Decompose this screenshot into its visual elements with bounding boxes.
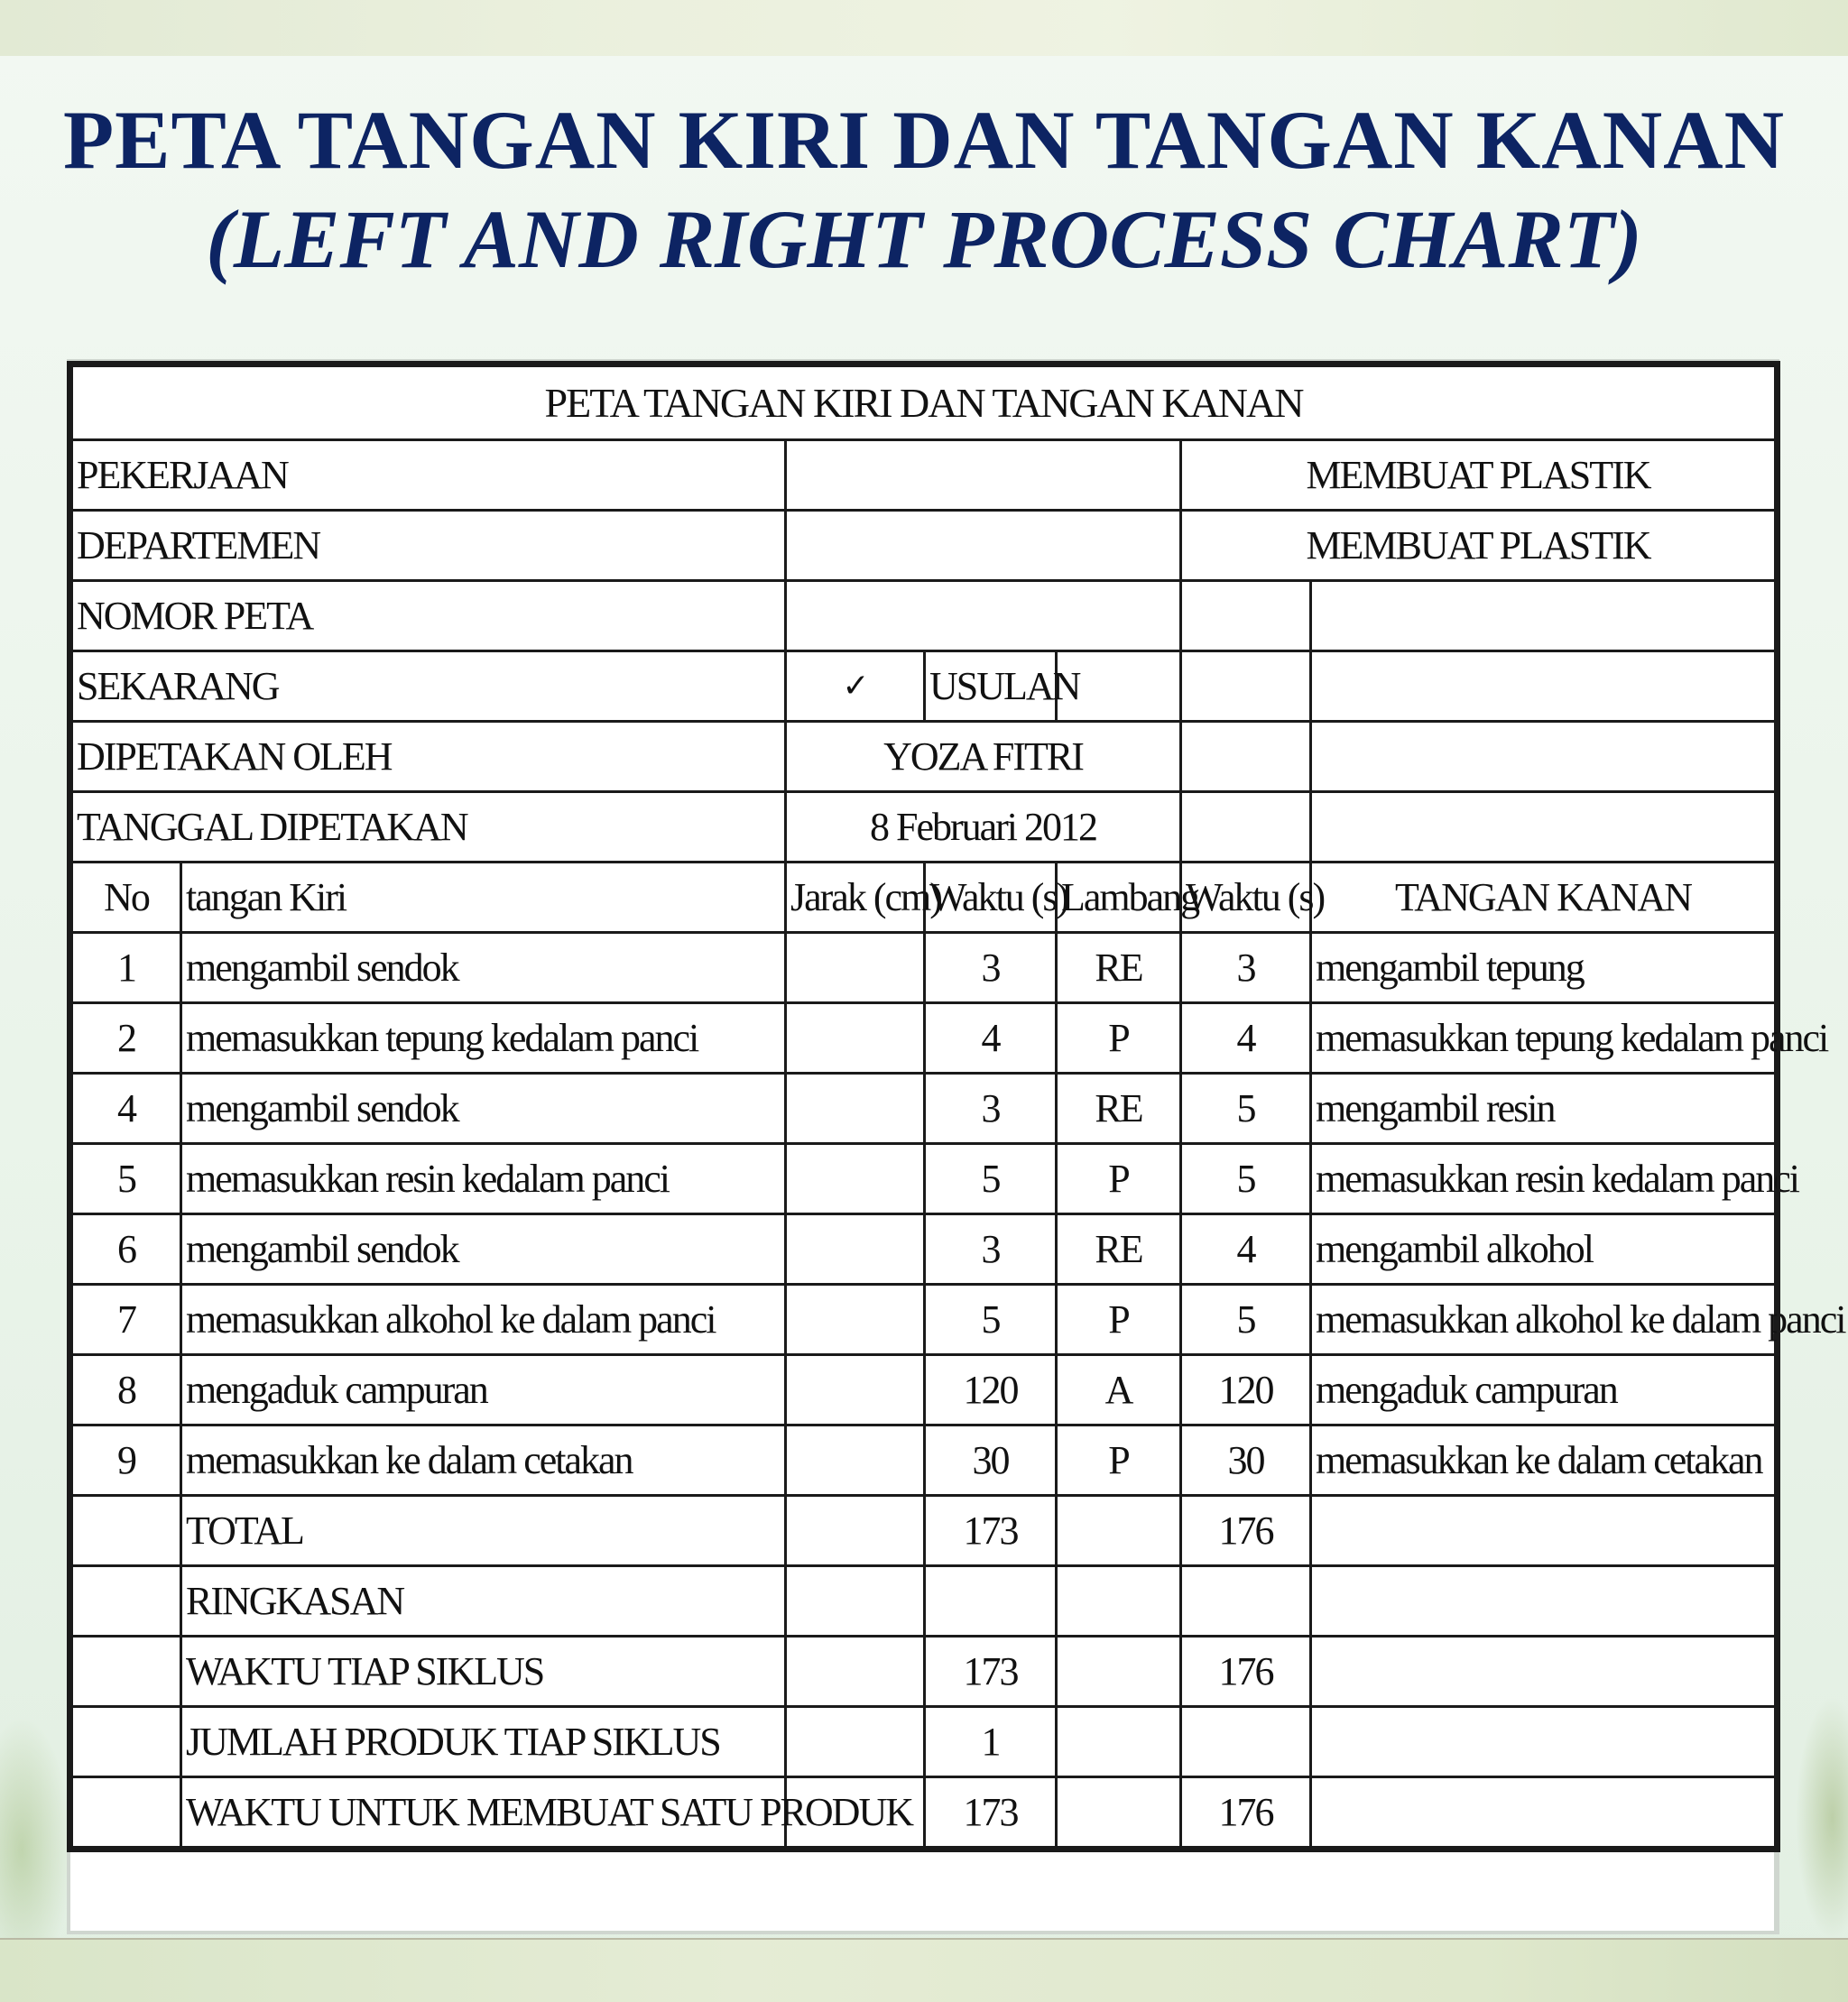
top-decoration: [0, 0, 1848, 56]
summary-waktu-right: [1181, 1566, 1311, 1637]
row-no: 1: [72, 933, 181, 1003]
info-row-nomor: [72, 581, 1776, 651]
summary-waktu-left: 173: [925, 1777, 1057, 1848]
column-header-right-hand: TANGAN KANAN: [1311, 863, 1776, 933]
nomor-blank-2: [1181, 581, 1311, 651]
summary-right-blank: [1311, 1496, 1776, 1566]
summary-no-blank: [72, 1496, 181, 1566]
row-waktu-right: 3: [1181, 933, 1311, 1003]
row-waktu-left: 5: [925, 1285, 1057, 1355]
summary-lambang-blank: [1057, 1707, 1181, 1777]
table-row: [72, 1425, 1776, 1496]
summary-label: TOTAL: [181, 1496, 786, 1566]
summary-no-blank: [72, 1707, 181, 1777]
info-row-departemen: [72, 511, 1776, 581]
bottom-decoration: [0, 1940, 1848, 2002]
summary-waktu-left: 1: [925, 1707, 1057, 1777]
slide-title-block: [0, 90, 1848, 289]
summary-jarak-blank: [786, 1566, 925, 1637]
pekerjaan-value: MEMBUAT PLASTIK: [1181, 440, 1776, 511]
summary-lambang-blank: [1057, 1566, 1181, 1637]
row-waktu-left: 4: [925, 1003, 1057, 1074]
row-right-hand: memasukkan ke dalam cetakan: [1311, 1425, 1776, 1496]
row-jarak: [786, 1144, 925, 1214]
summary-waktu-left: [925, 1566, 1057, 1637]
right-leaf-decoration: [1796, 1696, 1848, 1940]
summary-no-blank: [72, 1566, 181, 1637]
row-no: 9: [72, 1425, 181, 1496]
summary-row-waktu-produk: [72, 1777, 1776, 1848]
row-waktu-left: 120: [925, 1355, 1057, 1425]
table-row: [72, 1003, 1776, 1074]
info-row-pekerjaan: [72, 440, 1776, 511]
row-lambang: A: [1057, 1355, 1181, 1425]
row-waktu-left: 3: [925, 1074, 1057, 1144]
pekerjaan-label: PEKERJAAN: [72, 440, 786, 511]
nomor-blank: [786, 581, 1181, 651]
sekarang-label: SEKARANG: [72, 651, 786, 722]
tanggal-label: TANGGAL DIPETAKAN: [72, 792, 786, 863]
summary-right-blank: [1311, 1637, 1776, 1707]
row-right-hand: mengambil alkohol: [1311, 1214, 1776, 1285]
info-row-tanggal: [72, 792, 1776, 863]
row-jarak: [786, 1214, 925, 1285]
summary-label: WAKTU TIAP SIKLUS: [181, 1637, 786, 1707]
summary-no-blank: [72, 1637, 181, 1707]
table-row: [72, 933, 1776, 1003]
row-no: 6: [72, 1214, 181, 1285]
pekerjaan-blank: [786, 440, 1181, 511]
summary-waktu-left: 173: [925, 1637, 1057, 1707]
row-waktu-right: 5: [1181, 1285, 1311, 1355]
table-row: [72, 1285, 1776, 1355]
row-lambang: RE: [1057, 933, 1181, 1003]
process-chart-table: [70, 364, 1845, 1849]
table-row: [72, 1074, 1776, 1144]
table-row: [72, 1355, 1776, 1425]
usulan-label: USULAN: [925, 651, 1057, 722]
row-left-hand: memasukkan tepung kedalam panci: [181, 1003, 786, 1074]
summary-jarak-blank: [786, 1637, 925, 1707]
row-waktu-right: 4: [1181, 1003, 1311, 1074]
tanggal-blank-2: [1181, 792, 1311, 863]
dipetakan-value: YOZA FITRI: [786, 722, 1181, 792]
row-left-hand: memasukkan resin kedalam panci: [181, 1144, 786, 1214]
column-header-waktu-right: Waktu (s): [1181, 863, 1311, 933]
row-waktu-left: 3: [925, 1214, 1057, 1285]
row-jarak: [786, 1003, 925, 1074]
departemen-blank: [786, 511, 1181, 581]
dipetakan-blank-3: [1311, 722, 1776, 792]
row-no: 7: [72, 1285, 181, 1355]
column-header-waktu-left: Waktu (s): [925, 863, 1057, 933]
tanggal-blank-3: [1311, 792, 1776, 863]
slide-title: PETA TANGAN KIRI DAN TANGAN KANAN: [62, 94, 1786, 186]
row-lambang: P: [1057, 1425, 1181, 1496]
summary-row-jumlah-produk: [72, 1707, 1776, 1777]
sekarang-blank-2: [1181, 651, 1311, 722]
summary-label: RINGKASAN: [181, 1566, 786, 1637]
departemen-value: MEMBUAT PLASTIK: [1181, 511, 1776, 581]
summary-no-blank: [72, 1777, 181, 1848]
column-header-no: No: [72, 863, 181, 933]
row-left-hand: mengambil sendok: [181, 1214, 786, 1285]
departemen-label: DEPARTEMEN: [72, 511, 786, 581]
summary-right-blank: [1311, 1707, 1776, 1777]
row-waktu-right: 120: [1181, 1355, 1311, 1425]
row-left-hand: memasukkan alkohol ke dalam panci: [181, 1285, 786, 1355]
row-waktu-left: 30: [925, 1425, 1057, 1496]
column-header-left-hand: tangan Kiri: [181, 863, 786, 933]
summary-label: WAKTU UNTUK MEMBUAT SATU PRODUK: [181, 1777, 786, 1848]
row-waktu-left: 5: [925, 1144, 1057, 1214]
row-waktu-right: 4: [1181, 1214, 1311, 1285]
row-right-hand: mengambil tepung: [1311, 933, 1776, 1003]
row-waktu-right: 5: [1181, 1074, 1311, 1144]
info-row-dipetakan: [72, 722, 1776, 792]
row-lambang: P: [1057, 1144, 1181, 1214]
row-right-hand: memasukkan alkohol ke dalam panci: [1311, 1285, 1776, 1355]
row-no: 4: [72, 1074, 181, 1144]
table-row: [72, 1144, 1776, 1214]
row-jarak: [786, 1285, 925, 1355]
table-heading: PETA TANGAN KIRI DAN TANGAN KANAN: [72, 366, 1776, 440]
summary-waktu-right: 176: [1181, 1777, 1311, 1848]
summary-right-blank: [1311, 1566, 1776, 1637]
row-left-hand: mengambil sendok: [181, 1074, 786, 1144]
row-left-hand: mengambil sendok: [181, 933, 786, 1003]
row-lambang: P: [1057, 1003, 1181, 1074]
summary-lambang-blank: [1057, 1496, 1181, 1566]
dipetakan-label: DIPETAKAN OLEH: [72, 722, 786, 792]
summary-waktu-right: 176: [1181, 1496, 1311, 1566]
left-leaf-decoration: [0, 1714, 72, 1940]
row-no: 5: [72, 1144, 181, 1214]
summary-row-total: [72, 1496, 1776, 1566]
column-header-jarak: Jarak (cm): [786, 863, 925, 933]
column-header-row: [72, 863, 1776, 933]
row-right-hand: mengaduk campuran: [1311, 1355, 1776, 1425]
summary-right-blank: [1311, 1777, 1776, 1848]
column-header-lambang: Lambang: [1057, 863, 1181, 933]
row-right-hand: memasukkan tepung kedalam panci: [1311, 1003, 1776, 1074]
summary-lambang-blank: [1057, 1637, 1181, 1707]
summary-row-waktu-siklus: [72, 1637, 1776, 1707]
row-waktu-left: 3: [925, 933, 1057, 1003]
table-row: [72, 1214, 1776, 1285]
row-jarak: [786, 933, 925, 1003]
nomor-label: NOMOR PETA: [72, 581, 786, 651]
tanggal-value: 8 Februari 2012: [786, 792, 1181, 863]
row-lambang: RE: [1057, 1074, 1181, 1144]
summary-row-ringkasan: [72, 1566, 1776, 1637]
row-jarak: [786, 1355, 925, 1425]
row-right-hand: memasukkan resin kedalam panci: [1311, 1144, 1776, 1214]
sekarang-check-mark: ✓: [786, 651, 925, 722]
row-left-hand: mengaduk campuran: [181, 1355, 786, 1425]
summary-waktu-left: 173: [925, 1496, 1057, 1566]
row-lambang: P: [1057, 1285, 1181, 1355]
row-lambang: RE: [1057, 1214, 1181, 1285]
dipetakan-blank-2: [1181, 722, 1311, 792]
summary-waktu-right: 176: [1181, 1637, 1311, 1707]
table-heading-row: [72, 366, 1776, 440]
row-waktu-right: 30: [1181, 1425, 1311, 1496]
info-row-sekarang: [72, 651, 1776, 722]
sekarang-blank-3: [1311, 651, 1776, 722]
row-jarak: [786, 1425, 925, 1496]
summary-jarak-blank: [786, 1707, 925, 1777]
nomor-blank-3: [1311, 581, 1776, 651]
row-no: 8: [72, 1355, 181, 1425]
row-waktu-right: 5: [1181, 1144, 1311, 1214]
summary-label: JUMLAH PRODUK TIAP SIKLUS: [181, 1707, 786, 1777]
row-right-hand: mengambil resin: [1311, 1074, 1776, 1144]
row-left-hand: memasukkan ke dalam cetakan: [181, 1425, 786, 1496]
slide-subtitle: (LEFT AND RIGHT PROCESS CHART): [206, 193, 1642, 285]
summary-lambang-blank: [1057, 1777, 1181, 1848]
row-jarak: [786, 1074, 925, 1144]
row-no: 2: [72, 1003, 181, 1074]
summary-jarak-blank: [786, 1496, 925, 1566]
summary-waktu-right: [1181, 1707, 1311, 1777]
